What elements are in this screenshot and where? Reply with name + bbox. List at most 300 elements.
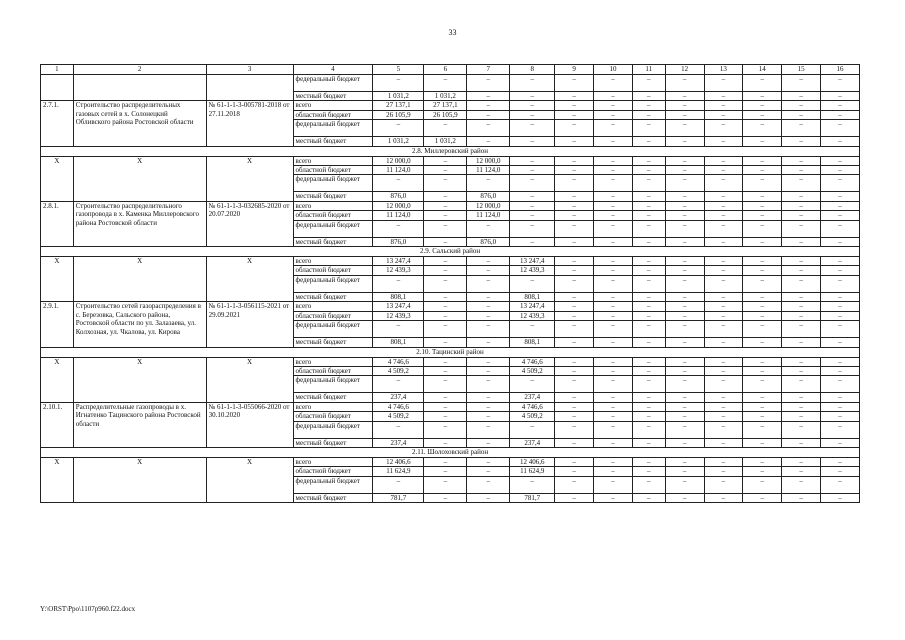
value-cell: 808,1 [510,292,555,301]
budget-type-cell: федеральный бюджет [293,376,373,393]
budget-type-cell: местный бюджет [293,292,373,301]
dash-cell: – [594,75,633,92]
dash-cell: – [743,257,782,266]
dash-cell: – [821,402,860,411]
value-cell: – [467,257,510,266]
value-cell: – [467,438,510,447]
dash-cell: – [821,166,860,175]
dash-cell: – [632,211,665,220]
dash-cell: – [743,137,782,146]
column-number-header: 3 [206,65,293,75]
dash-cell: – [665,120,704,137]
dash-cell: – [665,201,704,210]
value-cell: – [424,311,467,320]
dash-cell: – [665,366,704,375]
value-cell: – [467,457,510,466]
budget-type-cell: областной бюджет [293,211,373,220]
value-cell: – [510,120,555,137]
dash-cell: – [743,292,782,301]
column-number-header: 15 [782,65,821,75]
dash-cell: – [821,467,860,476]
section-row [41,146,860,156]
dash-cell: – [632,266,665,275]
dash-cell: – [555,275,594,292]
dash-cell: – [704,166,743,175]
dash-cell: – [594,257,633,266]
value-cell: 12 000,0 [373,201,424,210]
column-number-header: 1 [41,65,74,75]
page-number: 33 [448,28,457,37]
value-cell: – [467,467,510,476]
value-cell: – [467,302,510,311]
dash-cell: – [665,311,704,320]
dash-cell: – [743,402,782,411]
dash-cell: – [821,476,860,493]
value-cell: – [424,357,467,366]
dash-cell: – [704,311,743,320]
dash-cell: – [632,412,665,421]
item-document: № 61-1-1-3-032685-2020 от 20.07.2020 [206,201,293,246]
value-cell: 4 509,2 [510,412,555,421]
dash-cell: – [704,110,743,119]
value-cell: – [467,376,510,393]
x-mark-cell: Х [206,457,293,502]
dash-cell: – [632,402,665,411]
dash-cell: – [632,467,665,476]
dash-cell: – [704,237,743,246]
dash-cell: – [782,366,821,375]
value-cell: 876,0 [373,192,424,201]
budget-type-cell: местный бюджет [293,493,373,502]
dash-cell: – [782,201,821,210]
dash-cell: – [632,92,665,101]
dash-cell: – [821,292,860,301]
dash-cell: – [555,321,594,338]
dash-cell: – [632,321,665,338]
dash-cell: – [704,421,743,438]
item-number: 2.7.1. [41,101,74,146]
dash-cell: – [743,357,782,366]
value-cell: – [467,266,510,275]
value-cell: – [373,376,424,393]
dash-cell: – [743,175,782,192]
value-cell: 12 439,3 [373,311,424,320]
dash-cell: – [594,192,633,201]
dash-cell: – [782,338,821,347]
dash-cell: – [821,393,860,402]
value-cell: 4 509,2 [373,366,424,375]
dash-cell: – [782,75,821,92]
budget-type-cell: областной бюджет [293,311,373,320]
header-row [41,65,860,75]
dash-cell: – [782,192,821,201]
dash-cell: – [665,92,704,101]
value-cell: – [424,266,467,275]
dash-cell: – [704,476,743,493]
dash-cell: – [743,101,782,110]
value-cell: – [510,101,555,110]
value-cell: – [510,166,555,175]
dash-cell: – [632,476,665,493]
dash-cell: – [555,156,594,165]
value-cell: – [467,75,510,92]
dash-cell: – [743,275,782,292]
dash-cell: – [821,266,860,275]
dash-cell: – [743,311,782,320]
budget-type-cell: федеральный бюджет [293,421,373,438]
x-mark-cell: Х [41,457,74,502]
x-mark-cell: Х [73,156,206,201]
value-cell: – [424,220,467,237]
value-cell: – [373,120,424,137]
budget-table [40,64,860,503]
dash-cell: – [594,201,633,210]
table-row [41,457,860,466]
item-document: № 61-1-1-3-005781-2018 от 27.11.2018 [206,101,293,146]
value-cell: – [467,110,510,119]
dash-cell: – [704,201,743,210]
dash-cell: – [743,75,782,92]
item-number: 2.8.1. [41,201,74,246]
dash-cell: – [821,302,860,311]
dash-cell: – [594,421,633,438]
dash-cell: – [782,457,821,466]
value-cell: 13 247,4 [510,257,555,266]
dash-cell: – [594,412,633,421]
dash-cell: – [782,302,821,311]
dash-cell: – [821,412,860,421]
value-cell: 876,0 [467,237,510,246]
dash-cell: – [665,275,704,292]
dash-cell: – [594,175,633,192]
dash-cell: – [665,402,704,411]
dash-cell: – [594,101,633,110]
dash-cell: – [555,75,594,92]
dash-cell: – [665,292,704,301]
dash-cell: – [665,321,704,338]
column-number-header: 14 [743,65,782,75]
dash-cell: – [782,493,821,502]
value-cell: 237,4 [510,393,555,402]
value-cell: – [424,211,467,220]
budget-type-cell: всего [293,357,373,366]
value-cell: – [424,412,467,421]
dash-cell: – [743,156,782,165]
value-cell: – [424,257,467,266]
dash-cell: – [632,201,665,210]
dash-cell: – [632,438,665,447]
x-mark-cell: Х [206,357,293,402]
dash-cell: – [632,75,665,92]
dash-cell: – [704,220,743,237]
dash-cell: – [665,357,704,366]
column-number-header: 12 [665,65,704,75]
dash-cell: – [594,493,633,502]
value-cell: – [373,421,424,438]
dash-cell: – [821,211,860,220]
dash-cell: – [555,257,594,266]
dash-cell: – [704,321,743,338]
dash-cell: – [743,201,782,210]
dash-cell: – [743,302,782,311]
dash-cell: – [782,438,821,447]
value-cell: 11 124,0 [467,166,510,175]
column-number-header: 11 [632,65,665,75]
item-document: № 61-1-1-3-056115-2021 от 29.09.2021 [206,302,293,347]
dash-cell: – [665,393,704,402]
dash-cell: – [704,211,743,220]
dash-cell: – [704,393,743,402]
dash-cell: – [555,292,594,301]
dash-cell: – [665,220,704,237]
dash-cell: – [821,175,860,192]
dash-cell: – [555,137,594,146]
dash-cell: – [704,275,743,292]
dash-cell: – [555,412,594,421]
budget-type-cell: всего [293,257,373,266]
item-name: Строительство распределительных газовых сетей в х. Солонецкий Обливского района Ростовской области [73,101,206,146]
dash-cell: – [594,393,633,402]
budget-type-cell: областной бюджет [293,166,373,175]
dash-cell: – [665,376,704,393]
dash-cell: – [594,467,633,476]
dash-cell: – [782,220,821,237]
value-cell: – [424,192,467,201]
item-name: Распределительные газопроводы в х. Игнатенко Тацинского района Ростовской области [73,402,206,447]
column-number-header: 9 [555,65,594,75]
dash-cell: – [594,120,633,137]
value-cell: 13 247,4 [373,302,424,311]
budget-type-cell: местный бюджет [293,137,373,146]
value-cell: – [467,357,510,366]
budget-type-cell: местный бюджет [293,92,373,101]
value-cell: 4 746,6 [373,402,424,411]
item-name: Строительство распределительного газопровода в х. Каменка Миллеровского района Ростовской области [73,201,206,246]
x-mark-cell: Х [206,257,293,302]
dash-cell: – [743,166,782,175]
section-title: 2.10. Тацинский район [41,347,860,357]
dash-cell: – [704,92,743,101]
value-cell: 876,0 [373,237,424,246]
item-name: Строительство сетей газораспределения в с. Березовка, Сальского района, Ростовской области по ул. Залазаева, ул. Колхозная, ул. Чкалова, ул. Кирова [73,302,206,347]
dash-cell: – [704,467,743,476]
value-cell: – [467,275,510,292]
value-cell: – [424,201,467,210]
value-cell: 4 746,6 [373,357,424,366]
value-cell: 237,4 [510,438,555,447]
dash-cell: – [555,493,594,502]
x-mark-cell: Х [73,357,206,402]
dash-cell: – [704,493,743,502]
dash-cell: – [782,110,821,119]
value-cell: 13 247,4 [510,302,555,311]
value-cell: 12 406,6 [373,457,424,466]
dash-cell: – [665,137,704,146]
dash-cell: – [665,421,704,438]
dash-cell: – [632,220,665,237]
value-cell: 11 124,0 [373,211,424,220]
column-number-header: 5 [373,65,424,75]
dash-cell: – [782,101,821,110]
section-row [41,247,860,257]
dash-cell: – [632,156,665,165]
budget-type-cell: областной бюджет [293,412,373,421]
dash-cell: – [782,92,821,101]
dash-cell: – [665,476,704,493]
value-cell: – [510,156,555,165]
value-cell: – [467,92,510,101]
dash-cell: – [594,166,633,175]
dash-cell: – [704,338,743,347]
dash-cell: – [555,338,594,347]
dash-cell: – [594,237,633,246]
value-cell: – [510,110,555,119]
dash-cell: – [632,110,665,119]
dash-cell: – [743,120,782,137]
column-number-header: 4 [293,65,373,75]
budget-type-cell: местный бюджет [293,192,373,201]
value-cell: – [510,175,555,192]
value-cell: – [510,237,555,246]
table-row [41,75,860,92]
dash-cell: – [555,457,594,466]
dash-cell: – [555,101,594,110]
value-cell: 808,1 [373,292,424,301]
dash-cell: – [743,237,782,246]
value-cell: – [424,75,467,92]
dash-cell: – [743,110,782,119]
dash-cell: – [665,412,704,421]
dash-cell: – [821,321,860,338]
dash-cell: – [632,302,665,311]
value-cell: 12 000,0 [373,156,424,165]
dash-cell: – [821,438,860,447]
x-mark-cell: Х [41,257,74,302]
dash-cell: – [632,257,665,266]
budget-type-cell: федеральный бюджет [293,120,373,137]
dash-cell: – [821,201,860,210]
value-cell: – [424,156,467,165]
dash-cell: – [743,376,782,393]
value-cell: – [510,192,555,201]
dash-cell: – [821,366,860,375]
dash-cell: – [555,266,594,275]
dash-cell: – [632,493,665,502]
value-cell: – [424,366,467,375]
section-row [41,347,860,357]
item-document: № 61-1-1-3-055066-2020 от 30.10.2020 [206,402,293,447]
budget-type-cell: федеральный бюджет [293,321,373,338]
dash-cell: – [782,412,821,421]
dash-cell: – [594,338,633,347]
dash-cell: – [555,166,594,175]
value-cell: 12 406,6 [510,457,555,466]
footer-file-path: Y:\ORST\Ppo\1107p960.f22.docx [40,605,136,613]
dash-cell: – [704,192,743,201]
x-mark-cell: Х [41,156,74,201]
column-number-header: 16 [821,65,860,75]
value-cell: – [467,311,510,320]
column-number-header: 2 [73,65,206,75]
value-cell: 237,4 [373,438,424,447]
dash-cell: – [821,156,860,165]
value-cell: 4 746,6 [510,357,555,366]
budget-type-cell: всего [293,302,373,311]
dash-cell: – [594,357,633,366]
dash-cell: – [594,156,633,165]
dash-cell: – [782,467,821,476]
dash-cell: – [704,101,743,110]
dash-cell: – [555,110,594,119]
value-cell: – [510,201,555,210]
value-cell: – [467,402,510,411]
dash-cell: – [704,120,743,137]
dash-cell: – [821,357,860,366]
value-cell: – [424,493,467,502]
dash-cell: – [665,156,704,165]
value-cell: – [424,457,467,466]
value-cell: – [467,137,510,146]
dash-cell: – [821,376,860,393]
value-cell: – [510,211,555,220]
budget-type-cell: федеральный бюджет [293,220,373,237]
dash-cell: – [632,120,665,137]
dash-cell: – [782,393,821,402]
value-cell: – [373,275,424,292]
x-mark-cell: Х [206,156,293,201]
dash-cell: – [743,438,782,447]
budget-type-cell: местный бюджет [293,237,373,246]
dash-cell: – [821,220,860,237]
dash-cell: – [821,192,860,201]
dash-cell: – [782,137,821,146]
dash-cell: – [665,493,704,502]
dash-cell: – [632,237,665,246]
dash-cell: – [632,292,665,301]
budget-type-cell: местный бюджет [293,438,373,447]
value-cell: – [467,366,510,375]
dash-cell: – [594,292,633,301]
dash-cell: – [594,457,633,466]
column-number-header: 6 [424,65,467,75]
dash-cell: – [704,402,743,411]
value-cell: 1 031,2 [373,137,424,146]
value-cell: 11 624,9 [373,467,424,476]
table-row [41,101,860,110]
dash-cell: – [665,101,704,110]
dash-cell: – [665,166,704,175]
dash-cell: – [555,192,594,201]
value-cell: 11 124,0 [467,211,510,220]
value-cell: 4 509,2 [510,366,555,375]
dash-cell: – [555,402,594,411]
dash-cell: – [782,211,821,220]
value-cell: – [373,476,424,493]
value-cell: – [467,412,510,421]
x-mark-cell: Х [73,257,206,302]
dash-cell: – [665,302,704,311]
value-cell: – [467,421,510,438]
value-cell: – [424,292,467,301]
dash-cell: – [821,92,860,101]
dash-cell: – [665,457,704,466]
value-cell: 808,1 [373,338,424,347]
dash-cell: – [665,192,704,201]
budget-type-cell: федеральный бюджет [293,175,373,192]
dash-cell: – [665,266,704,275]
budget-type-cell: областной бюджет [293,366,373,375]
dash-cell: – [665,467,704,476]
